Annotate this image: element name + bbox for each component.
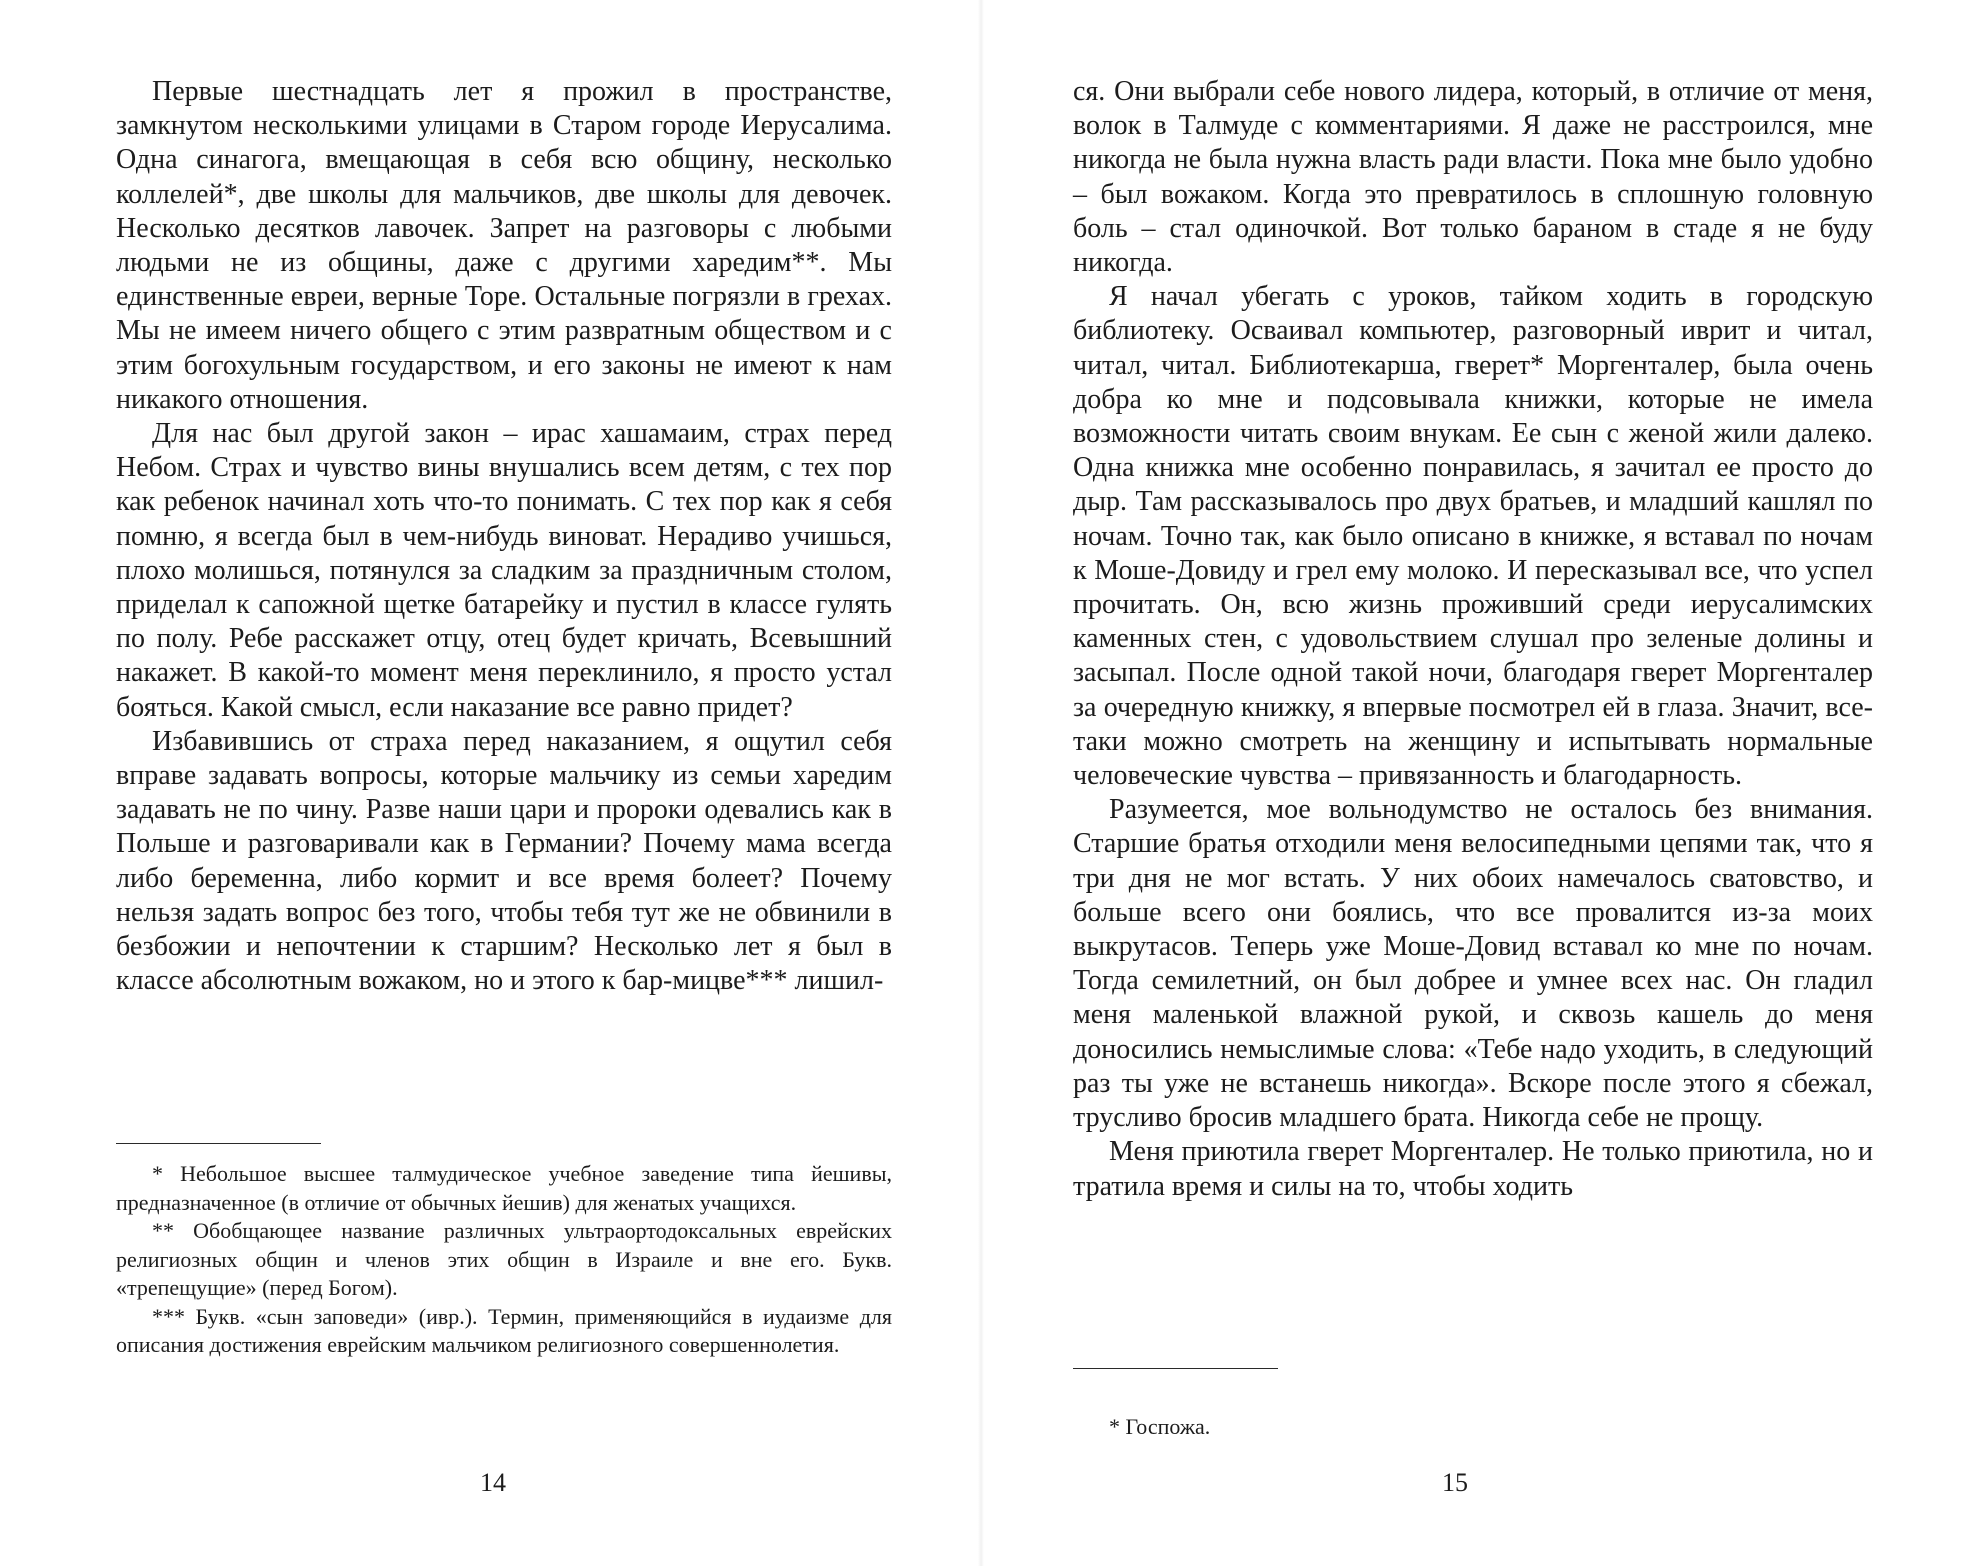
- footnote: * Госпожа.: [1109, 1414, 1211, 1439]
- paragraph: Я начал убегать с уроков, тайком ходить в городскую библиотеку. Осваивал компьютер, разговорный иврит и читал, читал, читал. Библиотекарша, гверет* Моргенталер, была очень добра ко мне и подсовывала книжки, которые не имела возможности читать своим внукам. Ее сын с женой жили далеко. Одна книжка мне особенно понравилась, я зачитал ее просто до дыр. Там рассказывалось про двух братьев, и младший кашлял по ночам. Точно так, как было описано в книжке, я вставал по ночам к Моше-Довиду и грел ему молоко. И пересказывал все, что успел прочитать. Он, всю жизнь проживший среди иерусалимских каменных стен, с удовольствием слушал про зеленые долины и засыпал. После одной такой ночи, благодаря гверет Моргенталер за очередную книжку, я впервые посмотрел ей в глаза. Значит, все-таки можно смотреть на женщину и испытывать нормальные человеческие чувства – привязанность и благодарность.: [1073, 281, 1873, 792]
- left-page: [0, 0, 982, 1566]
- right-page-text: [1073, 75, 1873, 1204]
- paragraph: Первые шестнадцать лет я прожил в пространстве, замкнутом несколькими улицами в Старом городе Иерусалима. Одна синагога, вмещающая в себя всю общину, несколько коллелей*, две школы для мальчиков, две школы для девочек. Несколько десятков лавочек. Запрет на разговоры с любыми людьми не из общины, даже с другими харедим**. Мы единственные евреи, верные Торе. Остальные погрязли в грехах. Мы не имеем ничего общего с этим развратным обществом и с этим богохульным государством, и его законы не имеют к нам никакого отношения.: [116, 76, 892, 415]
- paragraph: Для нас был другой закон – ирас хашамаим, страх перед Небом. Страх и чувство вины внушались всем детям, с тех пор как ребенок начинал хоть что-то понимать. С тех пор как я себя помню, я всегда был в чем-нибудь виноват. Нерадиво учишься, плохо молишься, потянулся за сладким за праздничным столом, приделал к сапожной щетке батарейку и пустил в классе гулять по полу. Ребе расскажет отцу, отец будет кричать, Всевышний накажет. В какой-то момент меня переклинило, я просто устал бояться. Какой смысл, если наказание все равно придет?: [116, 418, 892, 723]
- paragraph: Меня приютила гверет Моргенталер. Не только приютила, но и тратила время и силы на то, чтобы ходить: [1073, 1136, 1873, 1202]
- footnote: *** Букв. «сын заповеди» (ивр.). Термин, применяющийся в иудаизме для описания достижения еврейским мальчиком религиозного совершеннолетия.: [116, 1303, 892, 1357]
- paragraph: Разумеется, мое вольнодумство не осталось без внимания. Старшие братья отходили меня велосипедными цепями так, что я три дня не мог встать. У них обоих намечалось сватовство, и больше всего они боялись, что все провалится из-за моих выкрутасов. Теперь уже Моше-Довид вставал ко мне по ночам. Тогда семилетний, он был добрее и умнее всех нас. Он гладил меня маленькой влажной рукой, и сквозь кашель до меня доносились немыслимые слова: «Тебе надо уходить, в следующий раз ты уже не встанешь никогда». Вскоре после этого я сбежал, трусливо бросив младшего брата. Никогда себе не прощу.: [1073, 794, 1873, 1134]
- right-page: [983, 0, 1965, 1566]
- footnote: ** Обобщающее название различных ультраортодоксальных еврейских религиозных общин и членов этих общин в Израиле и вне его. Букв. «трепещущие» (перед Богом).: [116, 1218, 892, 1300]
- right-footnotes: [1073, 1413, 1673, 1442]
- page-number: 15: [1442, 1468, 1468, 1497]
- footnote: * Небольшое высшее талмудическое учебное заведение типа йешивы, предназначенное (в отличие от обычных йешив) для женатых учащихся.: [116, 1161, 892, 1215]
- paragraph: Избавившись от страха перед наказанием, я ощутил себя вправе задавать вопросы, которые мальчику из семьи харедим задавать не по чину. Разве наши цари и пророки одевались как в Польше и разговаривали как в Германии? Почему мама всегда либо беременна, либо кормит и все время болеет? Почему нельзя задать вопрос без того, чтобы тебя тут же не обвинили в безбожии и непочтении к старшим? Несколько лет я был в классе абсолютным вожаком, но и этого к бар-мицве*** лишил-: [116, 725, 892, 997]
- left-footnotes: [116, 1160, 892, 1360]
- left-page-text: [116, 75, 892, 998]
- footnote-divider: [1073, 1368, 1278, 1369]
- footnote-divider: [116, 1143, 321, 1144]
- paragraph: ся. Они выбрали себе нового лидера, который, в отличие от меня, волок в Талмуде с комментариями. Я даже не расстроился, мне никогда не была нужна власть ради власти. Пока мне было удобно – был вожаком. Когда это превратилось в сплошную головную боль – стал одиночкой. Вот только бараном в стаде я не буду никогда.: [1073, 76, 1873, 279]
- page-number: 14: [480, 1468, 506, 1497]
